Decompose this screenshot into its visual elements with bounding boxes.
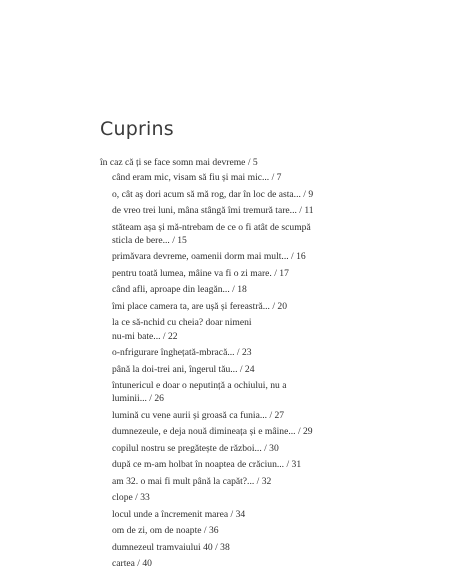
toc-entry	[112, 409, 370, 422]
toc-entry-line: dumnezeule, e deja nouă dimineața și e mâine... / 29	[112, 426, 313, 438]
toc-entry-line: luminii... / 26	[112, 393, 164, 405]
toc-entry-line: după ce m-am holbat în noaptea de crăciun... / 31	[112, 459, 302, 471]
toc-entry-line: îmi place camera ta, are ușă și fereastră... / 20	[112, 300, 287, 312]
toc-entry-line: când afli, aproape din leagăn... / 18	[112, 284, 247, 296]
page-title: Cuprins	[100, 118, 174, 140]
toc-entry-line: clope / 33	[112, 492, 150, 504]
toc-entry	[112, 316, 370, 342]
toc-entry-line: cartea / 40	[112, 558, 152, 570]
toc-entry	[112, 171, 370, 184]
toc-entry-line: la ce să-nchid cu cheia? doar nimeni	[112, 317, 252, 329]
toc-entry	[112, 541, 370, 554]
toc-entry	[112, 379, 370, 405]
toc-entry	[112, 475, 370, 488]
toc-entry	[112, 283, 370, 296]
toc-entries	[100, 171, 370, 570]
toc-entry-line: am 32. o mai fi mult până la capăt?... / 32	[112, 475, 272, 487]
toc-entry-line: nu-mi bate... / 22	[112, 330, 178, 342]
toc-entry	[112, 491, 370, 504]
toc-entry-line: pentru toată lumea, mâine va fi o zi mare. / 17	[112, 267, 289, 279]
toc-entry	[112, 458, 370, 471]
toc-entry-line: sticla de bere... / 15	[112, 234, 187, 246]
toc-entry	[112, 250, 370, 263]
toc-entry-line: de vreo trei luni, mâna stângă îmi tremură tare... / 11	[112, 205, 314, 217]
toc-entry	[112, 204, 370, 217]
toc-entry-line: om de zi, om de noapte / 36	[112, 525, 219, 537]
toc-entry	[112, 363, 370, 376]
toc-entry-line: o, cât aș dori acum să mă rog, dar în loc de asta... / 9	[112, 188, 314, 200]
toc-entry-line: copilul nostru se pregătește de război... / 30	[112, 442, 279, 454]
toc-entry	[112, 221, 370, 247]
toc-entry	[112, 442, 370, 455]
toc-entry-line: locul unde a încremenit marea / 34	[112, 508, 246, 520]
toc-entry-line: lumină cu vene aurii și groasă ca funia... / 27	[112, 409, 285, 421]
toc-heading-entry: în caz că ți se face somn mai devreme / 5	[100, 157, 258, 168]
toc-entry-line: când eram mic, visam să fiu și mai mic... / 7	[112, 172, 282, 184]
toc-entry-line: dumnezeul tramvaiului 40 / 38	[112, 541, 230, 553]
toc-entry	[112, 267, 370, 280]
toc-entry	[112, 300, 370, 313]
toc-entry-line: o-nfrigurare înghețată-mbracă... / 23	[112, 347, 252, 359]
toc-entry	[112, 508, 370, 521]
toc-entry	[112, 346, 370, 359]
toc-entry	[112, 425, 370, 438]
toc-entry-line: stăteam așa și mă-ntrebam de ce o fi atât de scumpă	[112, 221, 311, 233]
toc-entry-line: primăvara devreme, oamenii dorm mai mult... / 16	[112, 251, 306, 263]
toc-entry-line: până la doi-trei ani, îngerul tău... / 24	[112, 363, 255, 375]
toc-entry	[112, 188, 370, 201]
toc-entry-line: întunericul e doar o neputință a ochiului, nu a	[112, 380, 287, 392]
table-of-contents	[100, 156, 370, 574]
toc-entry	[112, 524, 370, 537]
toc-entry	[112, 557, 370, 570]
